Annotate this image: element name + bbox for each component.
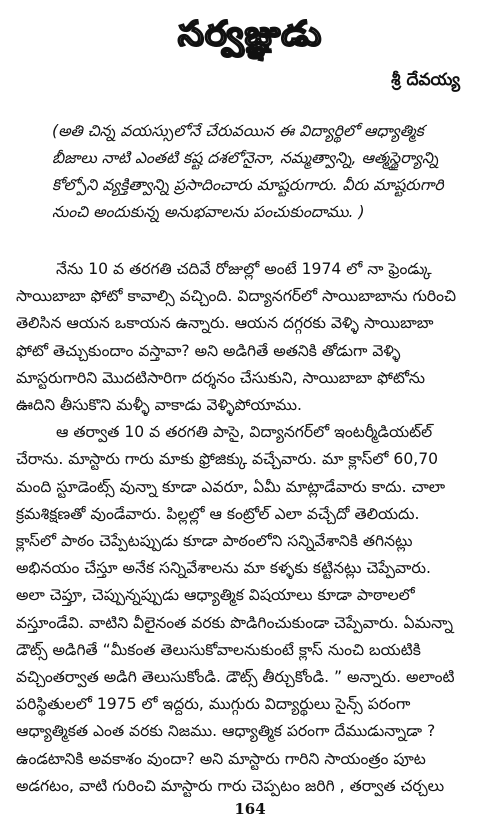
- body-line: క్లాస్‌లో పాఠం చెప్పేటప్పుడు కూడా పాఠంలోని సన్నివేశానికి తగినట్లు: [16, 532, 413, 551]
- body-line: నేను 10 వ తరగతి చదివే రోజుల్లో అంటే 1974 లో నా ఫ్రెండ్కు: [56, 260, 432, 278]
- body-line: క్రమశిక్షణతో వుండేవారు. పిల్లల్లో ఆ కంట్రోల్ ఎలా వచ్చేదో తెలియదు.: [16, 504, 420, 523]
- body-line: ఊదిని తీసుకొని మళ్ళీ వాకాడు వెళ్ళిపోయాము.: [16, 396, 302, 415]
- body-line: అభినయం చేస్తూ అనేక సన్నివేశాలను మా కళ్ళకు కట్టినట్లు చెప్పేవారు.: [16, 559, 431, 578]
- body-line: ఉండటానికి అవకాశం వుందా? అని మాస్టారు గారిని సాయంత్రం పూట: [16, 749, 426, 768]
- intro-line: (అతి చిన్న వయస్సులోనే చేరువయిన ఈ విద్యార్థిలో ఆధ్యాత్మిక: [52, 122, 424, 140]
- intro-line: నుంచి అందుకున్న అనుభవాలను పంచుకుందాము. ): [52, 203, 365, 221]
- body-text: [16, 256, 488, 800]
- body-line: వస్తూండేవి. వాటిని వీలైనంత వరకు పొడిగించుకుండా చెప్పేవారు. ఏమన్నా: [16, 613, 454, 632]
- page-number: 164: [234, 800, 266, 818]
- body-line: చేరాను. మాస్టారు గారు మాకు ఫ్రోజిక్కు వచ్చేవారు. మా క్లాస్‌లో 60,70: [16, 450, 439, 469]
- body-line: తెలిసిన ఆయన ఒకాయన ఉన్నారు. ఆయన దగ్గరకు వెళ్ళి సాయిబాబా: [16, 314, 434, 333]
- body-line: మంది స్టూడెంట్స్ వున్నా కూడా ఎవరూ, ఏమీ మాట్లాడేవారు కాదు. చాలా: [16, 477, 446, 496]
- body-line: పరిస్థితులలో 1975 లో ఇద్దరు, ముగ్గురు విద్యార్థులు సైన్స్ పరంగా: [16, 695, 411, 714]
- body-line: అడగటం, వాటి గురించి మాస్టారు గారు చెప్పటం జరిగి , తర్వాత చర్చలు: [16, 776, 445, 795]
- body-line: ఫోటో తెచ్చుకుందాం వస్తావా? అని అడిగితే అతనికి తోడుగా వెళ్ళి: [16, 341, 401, 360]
- author-name: శ్రీ దేవయ్య: [391, 70, 460, 90]
- body-line: ఆ తర్వాత 10 వ తరగతి పాసై, విద్యానగర్‌లో ఇంటర్మీడియట్‌ల్: [56, 423, 433, 442]
- body-line: మాస్టరుగారిని మొదటిసారిగా దర్శనం చేసుకుని, సాయిబాబా ఫోటోను: [16, 368, 426, 387]
- intro-paragraph: [52, 118, 472, 226]
- intro-line: బీజాలు నాటి ఎంతటి కష్ట దశలోనైనా, నమ్మత్వాన్ని, ఆత్మస్థైర్యాన్ని: [52, 149, 439, 167]
- intro-line: కోల్పోని వ్యక్తిత్వాన్ని ప్రసాదించారు మాష్టరుగారు. వీరు మాష్టరుగారి: [52, 176, 444, 194]
- body-line: డౌట్స్ అడిగితే “మీకంత తెలుసుకోవాలనుకుంటే క్లాస్ నుంచి బయటికి: [16, 640, 421, 659]
- body-line: ఆధ్యాత్మికత ఎంత వరకు నిజము. ఆధ్యాత్మిక పరంగా దేముడున్నాడా ?: [16, 722, 436, 741]
- body-line: అలా చెప్తూ, చెప్పున్నప్పుడు ఆధ్యాత్మిక విషయాలు కూడా పాఠాలలో: [16, 586, 415, 605]
- body-line: వచ్చింతర్వాత అడిగి తెలుసుకోండి. డౌట్స్ తీర్చుకోండి. ” అన్నారు. అలాంటి: [16, 668, 455, 687]
- chapter-title: సర్వజ్ఞుడు: [177, 14, 323, 54]
- body-line: సాయిబాబా ఫోటో కావాల్సి వచ్చింది. విద్యానగర్‌లో సాయిబాబాను గురించి: [16, 287, 457, 306]
